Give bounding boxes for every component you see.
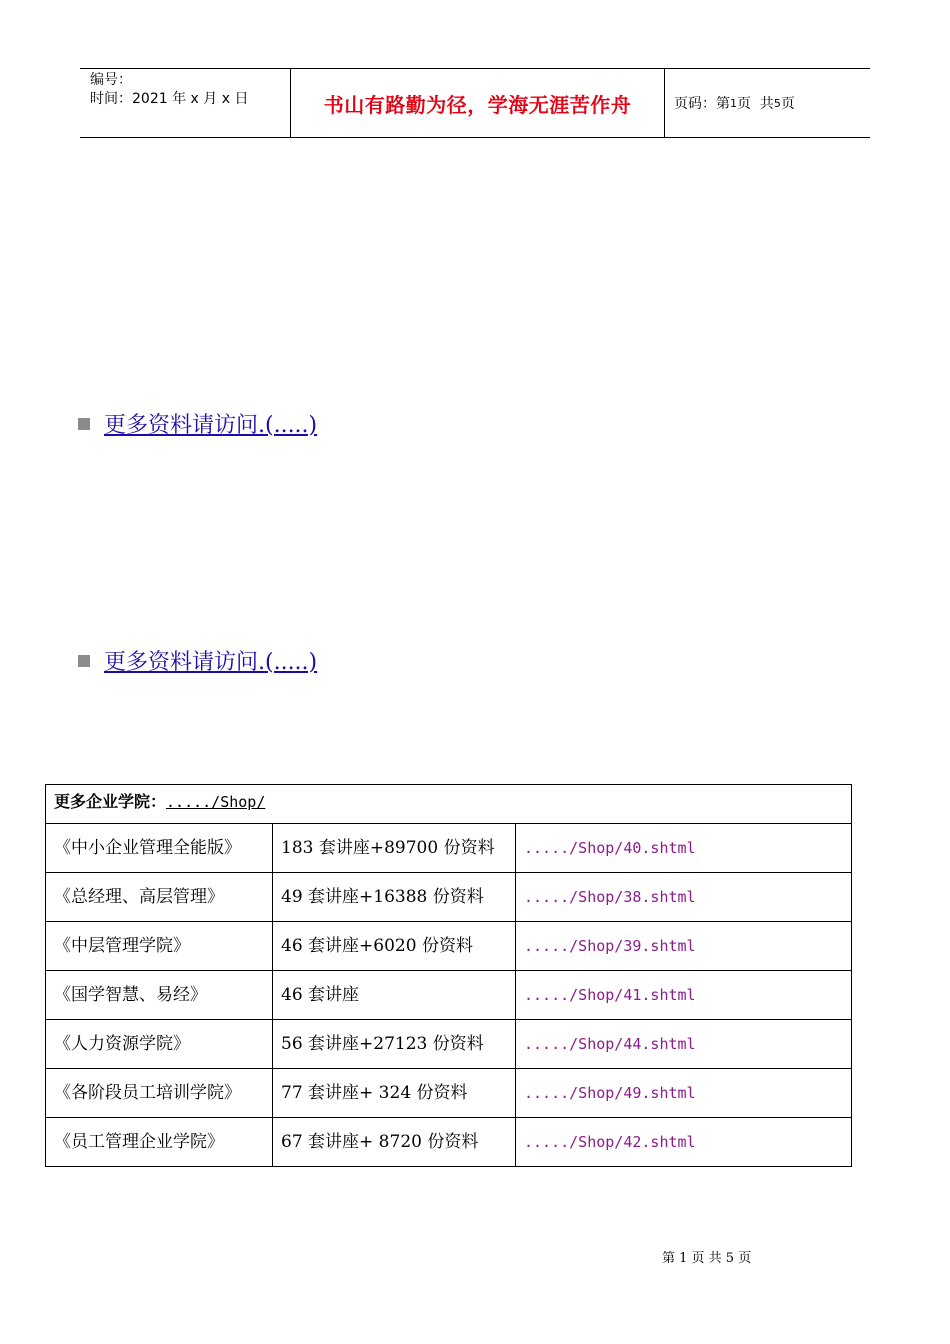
page-suffix: 页: [780, 96, 795, 112]
course-name: 《国学智慧、易经》: [46, 971, 273, 1020]
course-url[interactable]: ...../Shop/42.shtml: [516, 1118, 852, 1167]
more-resources-link-1[interactable]: 更多资料请访问.(.....): [104, 413, 318, 438]
course-desc: 77 套讲座+ 324 份资料: [273, 1069, 516, 1118]
more-resources-link-2[interactable]: 更多资料请访问.(.....): [104, 650, 318, 675]
table-row: [46, 824, 852, 873]
header-page-info: [665, 69, 870, 137]
table-row: [46, 1118, 852, 1167]
page-prefix: 页码：第: [674, 96, 730, 112]
header-motto-cell: [291, 69, 665, 137]
course-desc: 56 套讲座+27123 份资料: [273, 1020, 516, 1069]
course-name: 《总经理、高层管理》: [46, 873, 273, 922]
course-desc: 49 套讲座+16388 份资料: [273, 873, 516, 922]
course-table: [45, 784, 852, 1167]
course-name: 《中层管理学院》: [46, 922, 273, 971]
table-title-row: [46, 785, 852, 824]
page-footer: 第 1 页 共 5 页: [662, 1251, 752, 1266]
course-desc: 46 套讲座+6020 份资料: [273, 922, 516, 971]
page-current: 1: [730, 96, 737, 110]
table-row: [46, 1020, 852, 1069]
table-title: 更多企业学院：: [54, 792, 167, 811]
course-name: 《中小企业管理全能版》: [46, 824, 273, 873]
course-url[interactable]: ...../Shop/38.shtml: [516, 873, 852, 922]
course-url[interactable]: ...../Shop/40.shtml: [516, 824, 852, 873]
page-mid: 页 共: [737, 96, 774, 112]
course-name: 《员工管理企业学院》: [46, 1118, 273, 1167]
page-total: 5: [773, 96, 781, 110]
course-desc: 46 套讲座: [273, 971, 516, 1020]
bullet-item-2: [78, 645, 317, 676]
course-name: 《人力资源学院》: [46, 1020, 273, 1069]
table-title-cell: [46, 785, 852, 824]
time-label: 时间：2021 年 x 月 x 日: [90, 91, 249, 107]
square-bullet-icon: [78, 418, 90, 430]
motto-text: 书山有路勤为径，学海无涯苦作舟: [323, 92, 632, 117]
course-url[interactable]: ...../Shop/44.shtml: [516, 1020, 852, 1069]
square-bullet-icon: [78, 655, 90, 667]
course-desc: 183 套讲座+89700 份资料: [273, 824, 516, 873]
table-title-link[interactable]: ...../Shop/: [166, 793, 266, 811]
table-row: [46, 1069, 852, 1118]
course-name: 《各阶段员工培训学院》: [46, 1069, 273, 1118]
course-url[interactable]: ...../Shop/39.shtml: [516, 922, 852, 971]
number-label: 编号：: [90, 72, 132, 88]
course-url[interactable]: ...../Shop/41.shtml: [516, 971, 852, 1020]
table-row: [46, 922, 852, 971]
table-row: [46, 873, 852, 922]
page-header: [80, 68, 870, 138]
course-url[interactable]: ...../Shop/49.shtml: [516, 1069, 852, 1118]
course-desc: 67 套讲座+ 8720 份资料: [273, 1118, 516, 1167]
table-row: [46, 971, 852, 1020]
bullet-item-1: [78, 408, 317, 439]
header-meta: [80, 69, 291, 137]
